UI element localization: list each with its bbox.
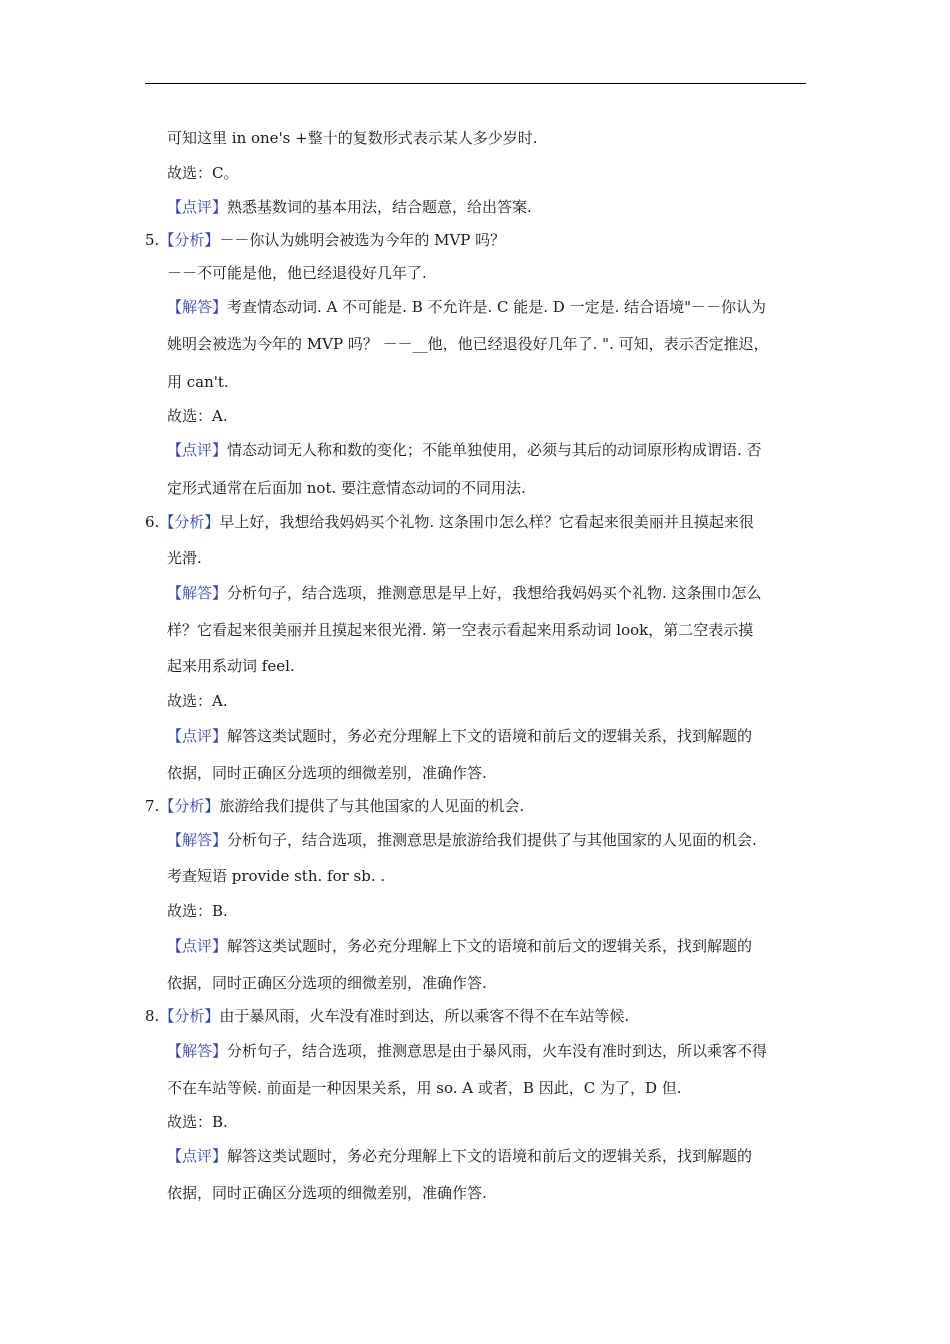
line-text: 样？它看起来很美丽并且摸起来很光滑. 第一空表示看起来用系动词 look，第二空表示摸 — [167, 621, 754, 639]
text-line — [167, 197, 532, 217]
section-tag: 【解答】 — [167, 1042, 228, 1060]
line-text: 考查短语 provide sth. for sb. . — [167, 867, 386, 885]
line-text: 不在车站等候. 前面是一种因果关系，用 so. A 或者，B 因此，C 为了，D 但. — [167, 1079, 682, 1097]
text-line — [167, 936, 752, 956]
question-number: 7. — [145, 797, 160, 815]
text-line — [167, 478, 526, 498]
text-line — [145, 230, 505, 250]
line-text: 故选：B. — [167, 902, 228, 920]
header-rule — [145, 83, 806, 84]
text-line — [167, 406, 228, 426]
text-line — [167, 163, 238, 183]
line-text: －－你认为姚明会被选为今年的 MVP 吗？ — [219, 231, 506, 249]
line-text: 起来用系动词 feel. — [167, 657, 295, 675]
text-line — [167, 334, 769, 354]
line-text: 早上好，我想给我妈妈买个礼物. 这条围巾怎么样？它看起来很美丽并且摸起来很 — [219, 513, 754, 531]
section-tag: 【点评】 — [167, 937, 228, 955]
text-line — [167, 691, 228, 711]
text-line — [145, 512, 754, 532]
section-tag: 【解答】 — [167, 831, 228, 849]
question-number: 6. — [145, 513, 160, 531]
text-line — [167, 973, 487, 993]
line-text: 解答这类试题时，务必充分理解上下文的语境和前后文的逻辑关系，找到解题的 — [227, 937, 753, 955]
line-text: 旅游给我们提供了与其他国家的人见面的机会. — [219, 797, 525, 815]
line-text: 可知这里 in one's +整十的复数形式表示某人多少岁时. — [167, 129, 538, 147]
text-line — [167, 263, 427, 283]
line-text: 故选：C。 — [167, 164, 239, 182]
section-tag: 【解答】 — [167, 584, 228, 602]
line-text: 解答这类试题时，务必充分理解上下文的语境和前后文的逻辑关系，找到解题的 — [227, 1147, 753, 1165]
text-line — [167, 901, 228, 921]
text-line — [167, 1183, 487, 1203]
section-tag: 【点评】 — [167, 1147, 228, 1165]
section-tag: 【分析】 — [159, 797, 220, 815]
line-text: 分析句子，结合选项，推测意思是早上好，我想给我妈妈买个礼物. 这条围巾怎么 — [227, 584, 762, 602]
line-text: 分析句子，结合选项，推测意思是由于暴风雨，火车没有准时到达，所以乘客不得 — [227, 1042, 768, 1060]
section-tag: 【解答】 — [167, 298, 228, 316]
text-line — [167, 1078, 682, 1098]
line-text: 分析句子，结合选项，推测意思是旅游给我们提供了与其他国家的人见面的机会. — [227, 831, 757, 849]
line-text: 定形式通常在后面加 not. 要注意情态动词的不同用法. — [167, 479, 526, 497]
line-text: 依据，同时正确区分选项的细微差别，准确作答. — [167, 764, 487, 782]
text-line — [167, 583, 762, 603]
section-tag: 【分析】 — [159, 513, 220, 531]
text-line — [167, 656, 295, 676]
section-tag: 【分析】 — [159, 231, 220, 249]
text-line — [167, 128, 538, 148]
text-line — [167, 1041, 767, 1061]
text-line — [167, 830, 757, 850]
text-line — [167, 1112, 228, 1132]
question-number: 8. — [145, 1007, 160, 1025]
section-tag: 【点评】 — [167, 727, 228, 745]
line-text: 依据，同时正确区分选项的细微差别，准确作答. — [167, 974, 487, 992]
line-text: 故选：A. — [167, 692, 228, 710]
line-text: 依据，同时正确区分选项的细微差别，准确作答. — [167, 1184, 487, 1202]
text-line — [145, 796, 524, 816]
text-line — [167, 763, 487, 783]
line-text: 用 can't. — [167, 373, 229, 391]
line-text: 光滑. — [167, 549, 202, 567]
text-line — [145, 1006, 629, 1026]
text-line — [167, 1146, 752, 1166]
line-text: 由于暴风雨，火车没有准时到达，所以乘客不得不在车站等候. — [219, 1007, 630, 1025]
text-line — [167, 726, 752, 746]
line-text: 解答这类试题时，务必充分理解上下文的语境和前后文的逻辑关系，找到解题的 — [227, 727, 753, 745]
line-text: 故选：B. — [167, 1113, 228, 1131]
line-text: －－不可能是他，他已经退役好几年了. — [167, 264, 427, 282]
text-line — [167, 866, 385, 886]
line-text: 姚明会被选为今年的 MVP 吗？ －－__他，他已经退役好几年了. ". 可知，表示否定推迟， — [167, 335, 769, 353]
text-line — [167, 372, 229, 392]
text-line — [167, 297, 766, 317]
question-number: 5. — [145, 231, 160, 249]
text-line — [167, 440, 762, 460]
section-tag: 【点评】 — [167, 198, 228, 216]
line-text: 情态动词无人称和数的变化；不能单独使用，必须与其后的动词原形构成谓语. 否 — [227, 441, 762, 459]
line-text: 考查情态动词. A 不可能是. B 不允许是. C 能是. D 一定是. 结合语境"－－你认为 — [227, 298, 767, 316]
text-line — [167, 548, 202, 568]
line-text: 熟悉基数词的基本用法，结合题意，给出答案. — [227, 198, 532, 216]
line-text: 故选：A. — [167, 407, 228, 425]
section-tag: 【分析】 — [159, 1007, 220, 1025]
text-line — [167, 620, 753, 640]
section-tag: 【点评】 — [167, 441, 228, 459]
